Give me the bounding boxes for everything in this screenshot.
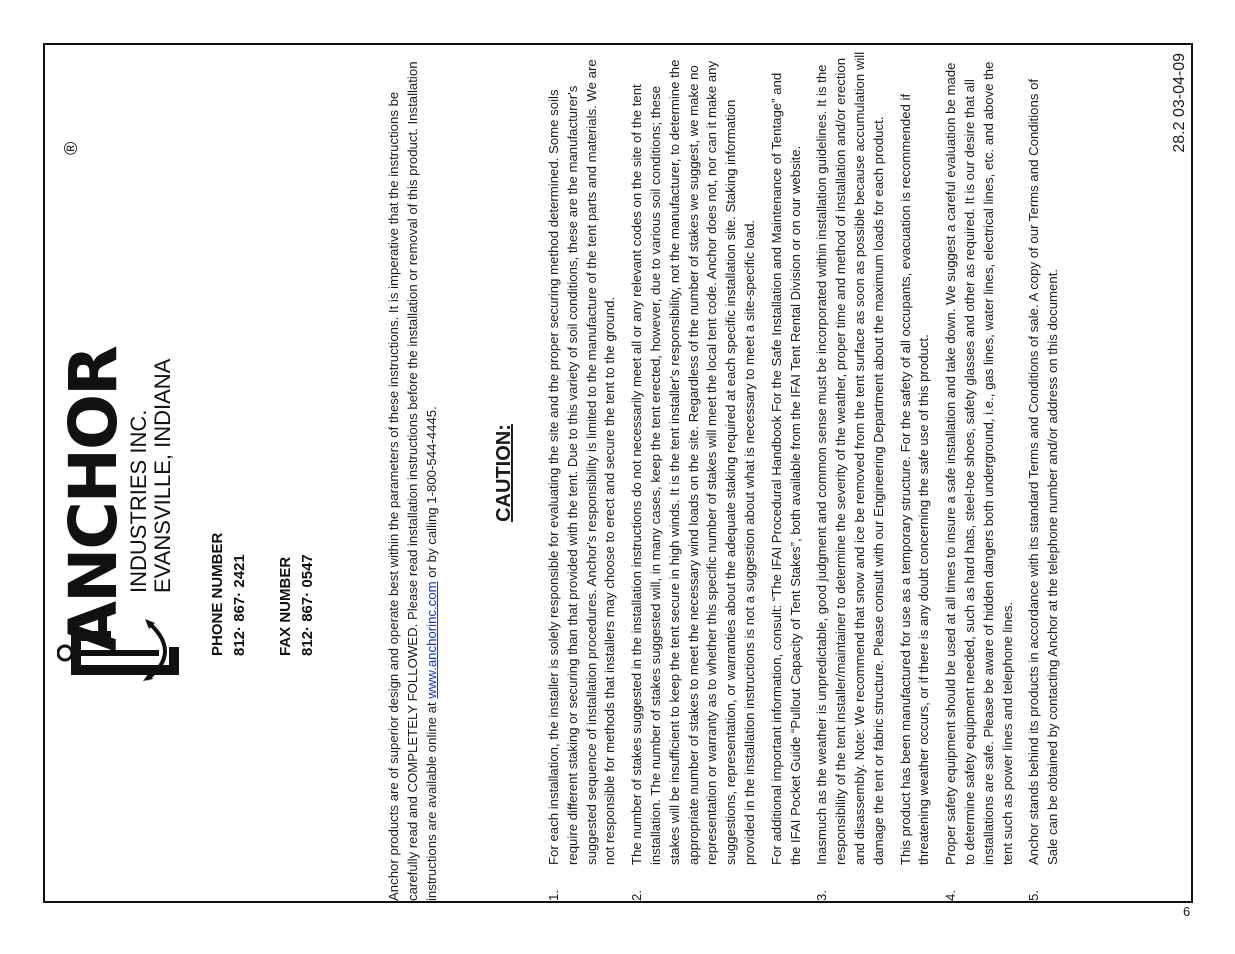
caution-list (545, 51, 1071, 901)
logo-wordmark: ANCHOR (55, 347, 132, 652)
company-logo (55, 141, 192, 687)
list-item (545, 51, 620, 901)
document-code: 28.2 03-04-09 (1171, 53, 1188, 153)
list-item-text: Inasmuch as the weather is unpredictable, good judgment and common sense must be incorporated within installation guidelines. It is the responsibility of the tent installer/maintainer to determine the severity of the weather, proper time and method of installation and/or erection and disassembly. Note: We recommend that snow and ice be removed from the tent surface as soon as possible because accumulation will damage the tent or fabric structure. Please consult with our Engineering Department about the maximum loads for each product. (814, 51, 886, 865)
list-item (813, 51, 934, 901)
logo-company-line: INDUSTRIES INC. (126, 409, 151, 593)
list-item-number: 5. (1026, 890, 1042, 901)
list-item-number: 1. (546, 890, 561, 901)
list-item-text: The number of stakes suggested in the installation instructions do not necessarily meet all or any relevant codes on the site of the tent installation. The number of stakes suggested will, in many cases, keep the tent erected, however, due to various soil conditions; these stakes will be insufficient to keep the tent secure in high winds. It is the tent installer's responsibility, not the manufacturer, to determine the appropriate number of stakes to meet the necessary wind loads on the site. Regardless of the number of stakes we suggest, we make no representation or warranty as to whether this specific number of stakes will meet the local tent code. Anchor does not, nor can it make any suggestions, representation, or warranties about the adequate staking required at each specific installation site. Staking information provided in the installation instructions is not a suggestion about what is necessary to meet a site-specific load. (629, 59, 757, 865)
phone-label: PHONE NUMBER (209, 532, 226, 656)
list-item-text: For each installation, the installer is solely responsible for evaluating the site and the proper securing method determined. Some soils require different staking or securing than that provided with the tent. Due to this variety of soil conditions, these are the manufacturer's suggested sequence of installation procedures. Anchor's responsibility is limited to the manufacture of the tent parts and materials. We are not responsible for methods that installers may choose to erect and secure the tent to the ground. (546, 59, 618, 865)
fax-label: FAX NUMBER (277, 556, 294, 656)
fax-number: 812· 867· 0547 (299, 554, 316, 656)
list-item-number: 3. (814, 890, 830, 901)
intro-text-end: or by calling 1-800-544-4445. (423, 406, 439, 582)
caution-heading: CAUTION: (493, 424, 515, 522)
intro-text-start: Anchor products are of superior design and operate best within the parameters of these instructions. It is imperative that the instructions be carefully read and COMPLETELY FOLLOWED. Please read installation instructions before the installation or removal of this product. Installation instructions are available online at (386, 61, 439, 901)
website-link[interactable]: www.anchorinc.com (423, 581, 439, 699)
list-item-text: This product has been manufactured for use as a temporary structure. For the safety of all occupants, evacuation is recommended if threatening weather occurs, or if there is any doubt concerning the safe use of this product. (897, 93, 932, 865)
page-header (49, 51, 197, 897)
list-item (628, 51, 805, 901)
intro-paragraph (385, 51, 441, 901)
list-item-number: 4. (943, 890, 959, 901)
logo-location-line: EVANSVILLE, INDIANA (150, 358, 175, 593)
page-frame (43, 43, 1193, 903)
rotated-page-content (45, 45, 1191, 901)
contact-block (207, 533, 319, 656)
list-item-text: Anchor stands behind its products in accordance with its standard Terms and Conditions of sale. A copy of our Terms and Conditions of Sale can be obtained by contacting Anchor at the telephone number and/or address on this document. (1026, 78, 1061, 865)
list-item (942, 51, 1017, 901)
page-number: 6 (1183, 904, 1191, 919)
list-item-number: 2. (629, 890, 645, 901)
list-item-text: Proper safety equipment should be used at all times to insure a safe installation and take down. We suggest a careful evaluation be made to determine safety equipment needed, such as hard hats, steel-toe shoes, safety glasses and other as required. It is our desire that all installations are safe. Please be aware of hidden dangers both underground, i.e., gas lines, water lines, electrical lines, etc. and above the tent such as power lines and telephone lines. (943, 61, 1015, 865)
registered-mark: ® (61, 141, 81, 155)
phone-number: 812· 867· 2421 (231, 554, 248, 656)
list-item (1025, 51, 1063, 901)
list-item-text: For additional important information, consult: “The IFAI Procedural Handbook For the Safe Installation and Maintenance of Tentage” and the IFAI Pocket Guide “Pullout Capacity of Tent Stakes”, both available from the IFAI Tent Rental Division or on our website. (768, 72, 803, 865)
